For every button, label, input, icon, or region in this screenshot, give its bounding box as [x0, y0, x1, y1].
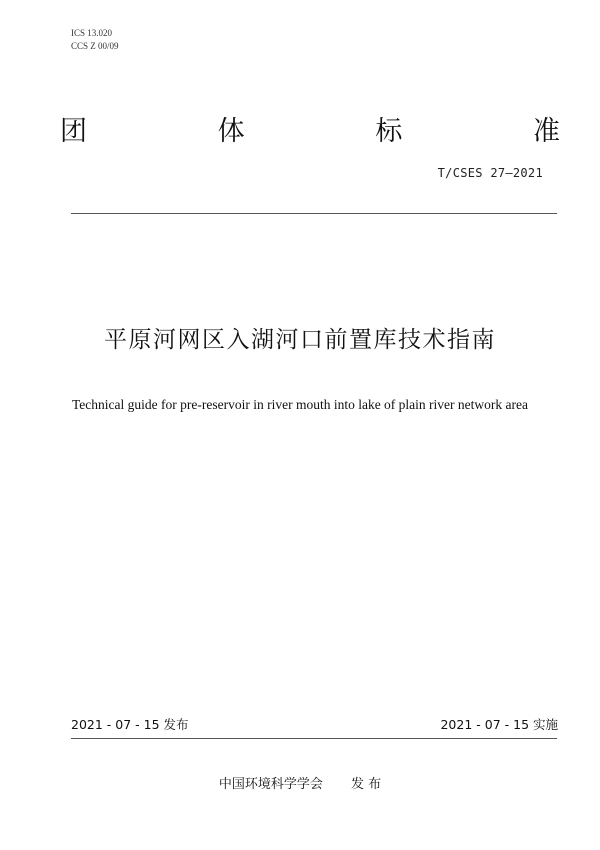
- issue-action: 发 布: [350, 777, 382, 792]
- implementation-date: 2021 - 07 - 15 实施: [440, 717, 558, 732]
- ics-code: ICS 13.020: [71, 28, 113, 38]
- chinese-title: 平原河网区入湖河口前置库技术指南: [104, 327, 496, 353]
- release-date: 2021 - 07 - 15 发布: [71, 717, 189, 732]
- heading-char-4: 准: [532, 116, 560, 147]
- top-divider: [71, 213, 557, 214]
- issuing-organization: 中国环境科学学会: [218, 777, 323, 792]
- english-title: Technical guide for pre-reservoir in river mouth into lake of plain river network area: [72, 397, 528, 412]
- heading-char-3: 标: [375, 116, 403, 147]
- standard-number: T/CSES 27—2021: [437, 166, 543, 180]
- issuer-line: [0, 776, 600, 794]
- standard-type-heading: [60, 112, 560, 152]
- ccs-code: CCS Z 00/09: [71, 41, 119, 51]
- heading-char-1: 团: [60, 116, 87, 147]
- heading-char-2: 体: [217, 116, 245, 147]
- bottom-divider: [71, 738, 557, 739]
